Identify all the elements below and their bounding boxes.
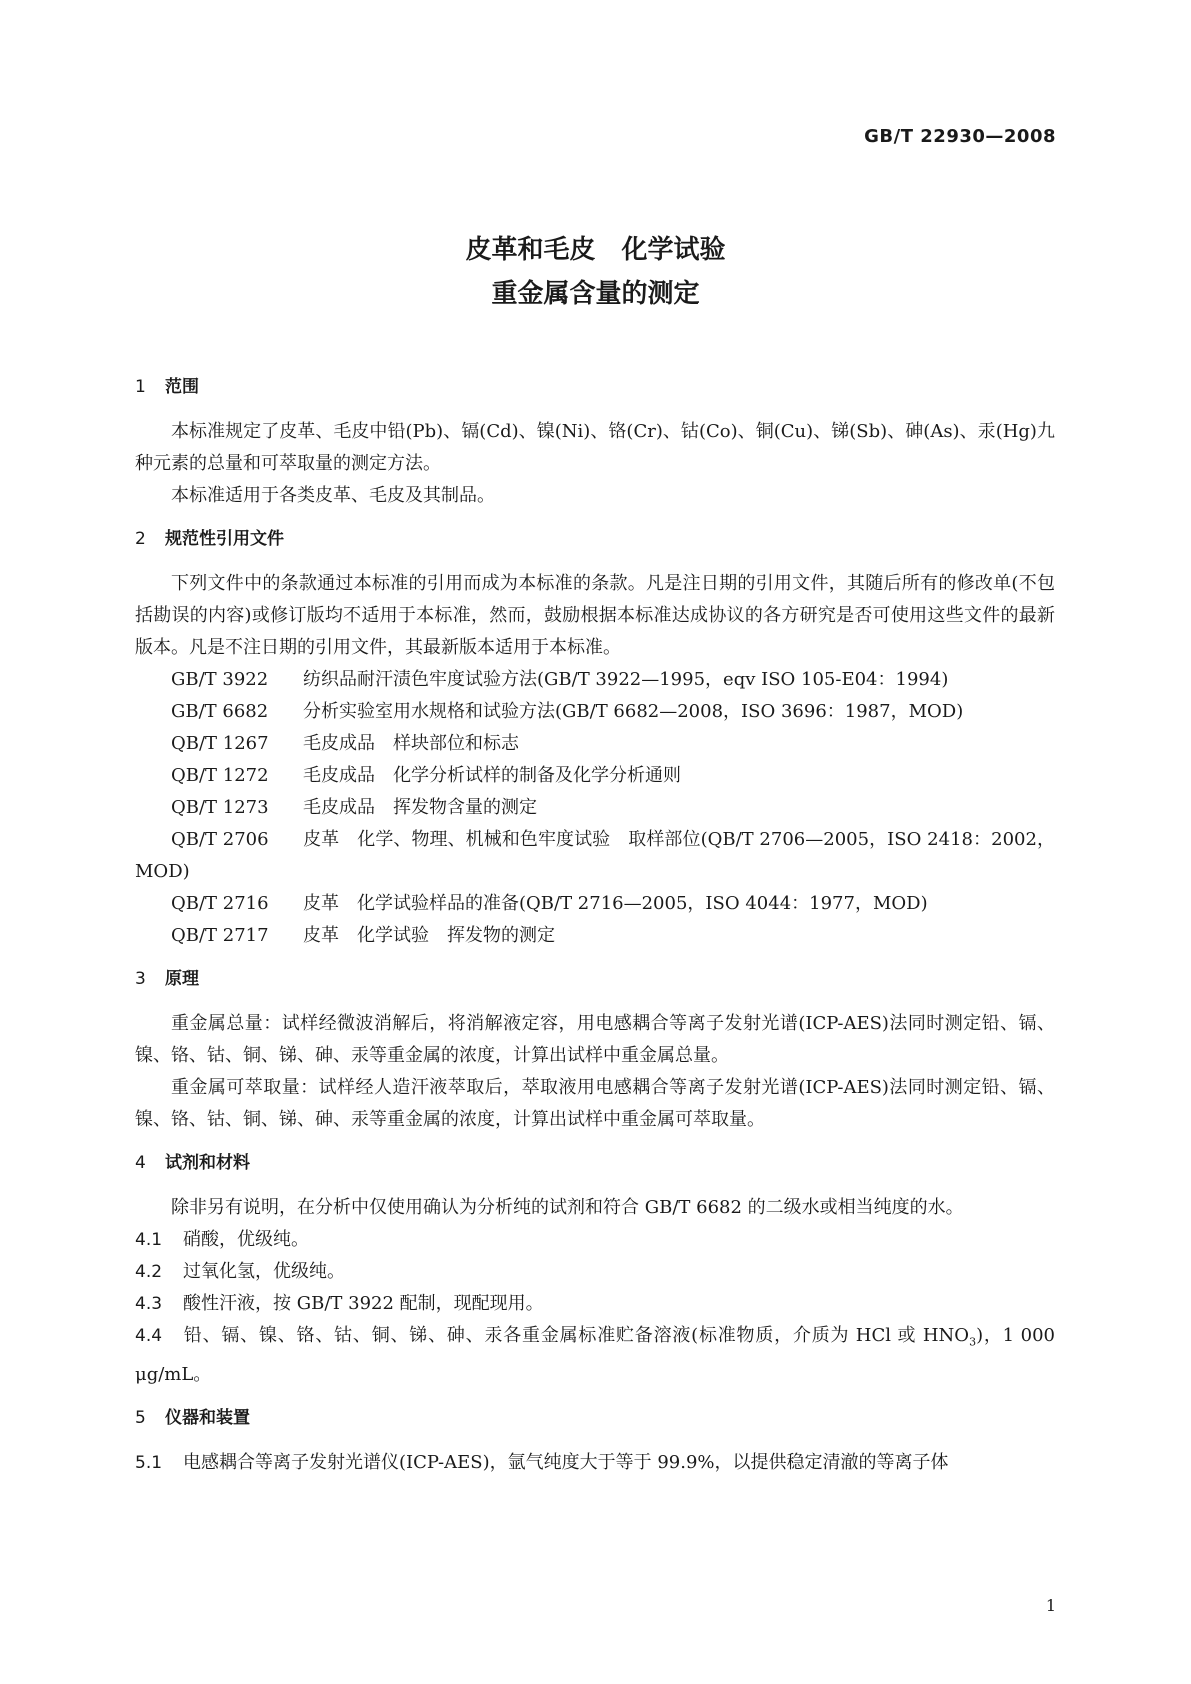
paragraph: 下列文件中的条款通过本标准的引用而成为本标准的条款。凡是注日期的引用文件，其随后所有的修改单(不包括勘误的内容)或修订版均不适用于本标准，然而，鼓励根据本标准达成协议的各方研究是否可使用这些文件的最新版本。凡是不注日期的引用文件，其最新版本适用于本标准。: [135, 573, 1055, 658]
item-text: 硝酸，优级纯。: [183, 1229, 309, 1250]
item-number: 4.4: [135, 1326, 163, 1346]
reference-code: QB/T 2717: [171, 925, 269, 946]
section-title: 范围: [165, 377, 199, 397]
paragraph: 本标准适用于各类皮革、毛皮及其制品。: [171, 485, 495, 506]
reference-code: QB/T 1272: [171, 765, 269, 786]
reference-code: QB/T 1267: [171, 733, 269, 754]
item-number: 4.2: [135, 1262, 163, 1282]
section-1-heading: [135, 372, 1055, 402]
subscript: 3: [969, 1335, 977, 1349]
reference-title: 毛皮成品 挥发物含量的测定: [303, 797, 537, 818]
section-3-heading: [135, 964, 1055, 994]
section-number: 5: [135, 1407, 146, 1428]
paragraph: 本标准规定了皮革、毛皮中铅(Pb)、镉(Cd)、镍(Ni)、铬(Cr)、钴(Co)、铜(Cu)、锑(Sb)、砷(As)、汞(Hg)九种元素的总量和可萃取量的测定方法。: [135, 421, 1055, 474]
section-title: 仪器和装置: [165, 1407, 250, 1428]
reference-item: [135, 728, 1055, 760]
reference-title: 纺织品耐汗渍色牢度试验方法(GB/T 3922—1995，eqv ISO 105-E04：1994): [303, 669, 949, 690]
item-text-cont: )，1 000 μg/mL。: [135, 1325, 1055, 1385]
reference-title: 毛皮成品 化学分析试样的制备及化学分析通则: [303, 765, 681, 786]
reference-item: [135, 824, 1055, 888]
section-2-heading: [135, 524, 1055, 554]
section-5-heading: [135, 1403, 1055, 1433]
reference-title: 皮革 化学、物理、机械和色牢度试验 取样部位(QB/T 2706—2005，ISO 2418：2002，MOD): [135, 829, 1055, 882]
standard-code: GB/T 22930—2008: [864, 126, 1056, 147]
page-number: 1: [1045, 1596, 1056, 1615]
item-text: 电感耦合等离子发射光谱仪(ICP-AES)，氩气纯度大于等于 99.9%，以提供稳定清澈的等离子体: [183, 1451, 949, 1473]
reference-code: QB/T 2716: [171, 893, 269, 914]
reference-code: QB/T 2706: [171, 829, 269, 850]
list-item: [135, 1288, 1055, 1320]
list-item: [135, 1447, 1055, 1479]
reference-item: [135, 760, 1055, 792]
section-number: 2: [135, 529, 146, 549]
reference-item: [135, 792, 1055, 824]
paragraph: 除非另有说明，在分析中仅使用确认为分析纯的试剂和符合 GB/T 6682 的二级水或相当纯度的水。: [171, 1197, 964, 1218]
reference-item: [135, 920, 1055, 952]
section-4-heading: [135, 1148, 1055, 1178]
section-title: 原理: [165, 969, 199, 989]
item-number: 4.3: [135, 1294, 163, 1314]
item-text: 酸性汗液，按 GB/T 3922 配制，现配现用。: [183, 1293, 544, 1314]
reference-title: 皮革 化学试验 挥发物的测定: [303, 925, 555, 946]
reference-item: [135, 664, 1055, 696]
section-number: 1: [135, 377, 146, 397]
list-item: [135, 1320, 1055, 1391]
list-item: [135, 1256, 1055, 1288]
item-number: 5.1: [135, 1452, 163, 1473]
reference-code: GB/T 6682: [171, 701, 269, 722]
section-title: 规范性引用文件: [165, 529, 284, 549]
item-text: 过氧化氢，优级纯。: [183, 1261, 345, 1282]
paragraph: 重金属可萃取量：试样经人造汗液萃取后，萃取液用电感耦合等离子发射光谱(ICP-AES)法同时测定铅、镉、镍、铬、钴、铜、锑、砷、汞等重金属的浓度，计算出试样中重金属可萃取量。: [135, 1077, 1055, 1130]
section-number: 3: [135, 969, 146, 989]
item-number: 4.1: [135, 1230, 163, 1250]
reference-title: 分析实验室用水规格和试验方法(GB/T 6682—2008，ISO 3696：1987，MOD): [303, 701, 964, 722]
reference-title: 毛皮成品 样块部位和标志: [303, 733, 519, 754]
section-title: 试剂和材料: [165, 1153, 250, 1173]
document-body: [135, 372, 1055, 1479]
section-number: 4: [135, 1153, 146, 1173]
reference-title: 皮革 化学试验样品的准备(QB/T 2716—2005，ISO 4044：1977，MOD): [303, 893, 928, 914]
title-line-1: 皮革和毛皮 化学试验: [465, 235, 726, 265]
item-text: 铅、镉、镍、铬、钴、铜、锑、砷、汞各重金属标准贮备溶液(标准物质，介质为 HCl 或 HNO: [183, 1325, 970, 1346]
list-item: [135, 1224, 1055, 1256]
title-line-2: 重金属含量的测定: [491, 279, 700, 309]
reference-item: [135, 888, 1055, 920]
paragraph: 重金属总量：试样经微波消解后，将消解液定容，用电感耦合等离子发射光谱(ICP-AES)法同时测定铅、镉、镍、铬、钴、铜、锑、砷、汞等重金属的浓度，计算出试样中重金属总量。: [135, 1013, 1055, 1066]
reference-code: GB/T 3922: [171, 669, 269, 690]
reference-item: [135, 696, 1055, 728]
document-title: [0, 228, 1191, 316]
reference-code: QB/T 1273: [171, 797, 269, 818]
